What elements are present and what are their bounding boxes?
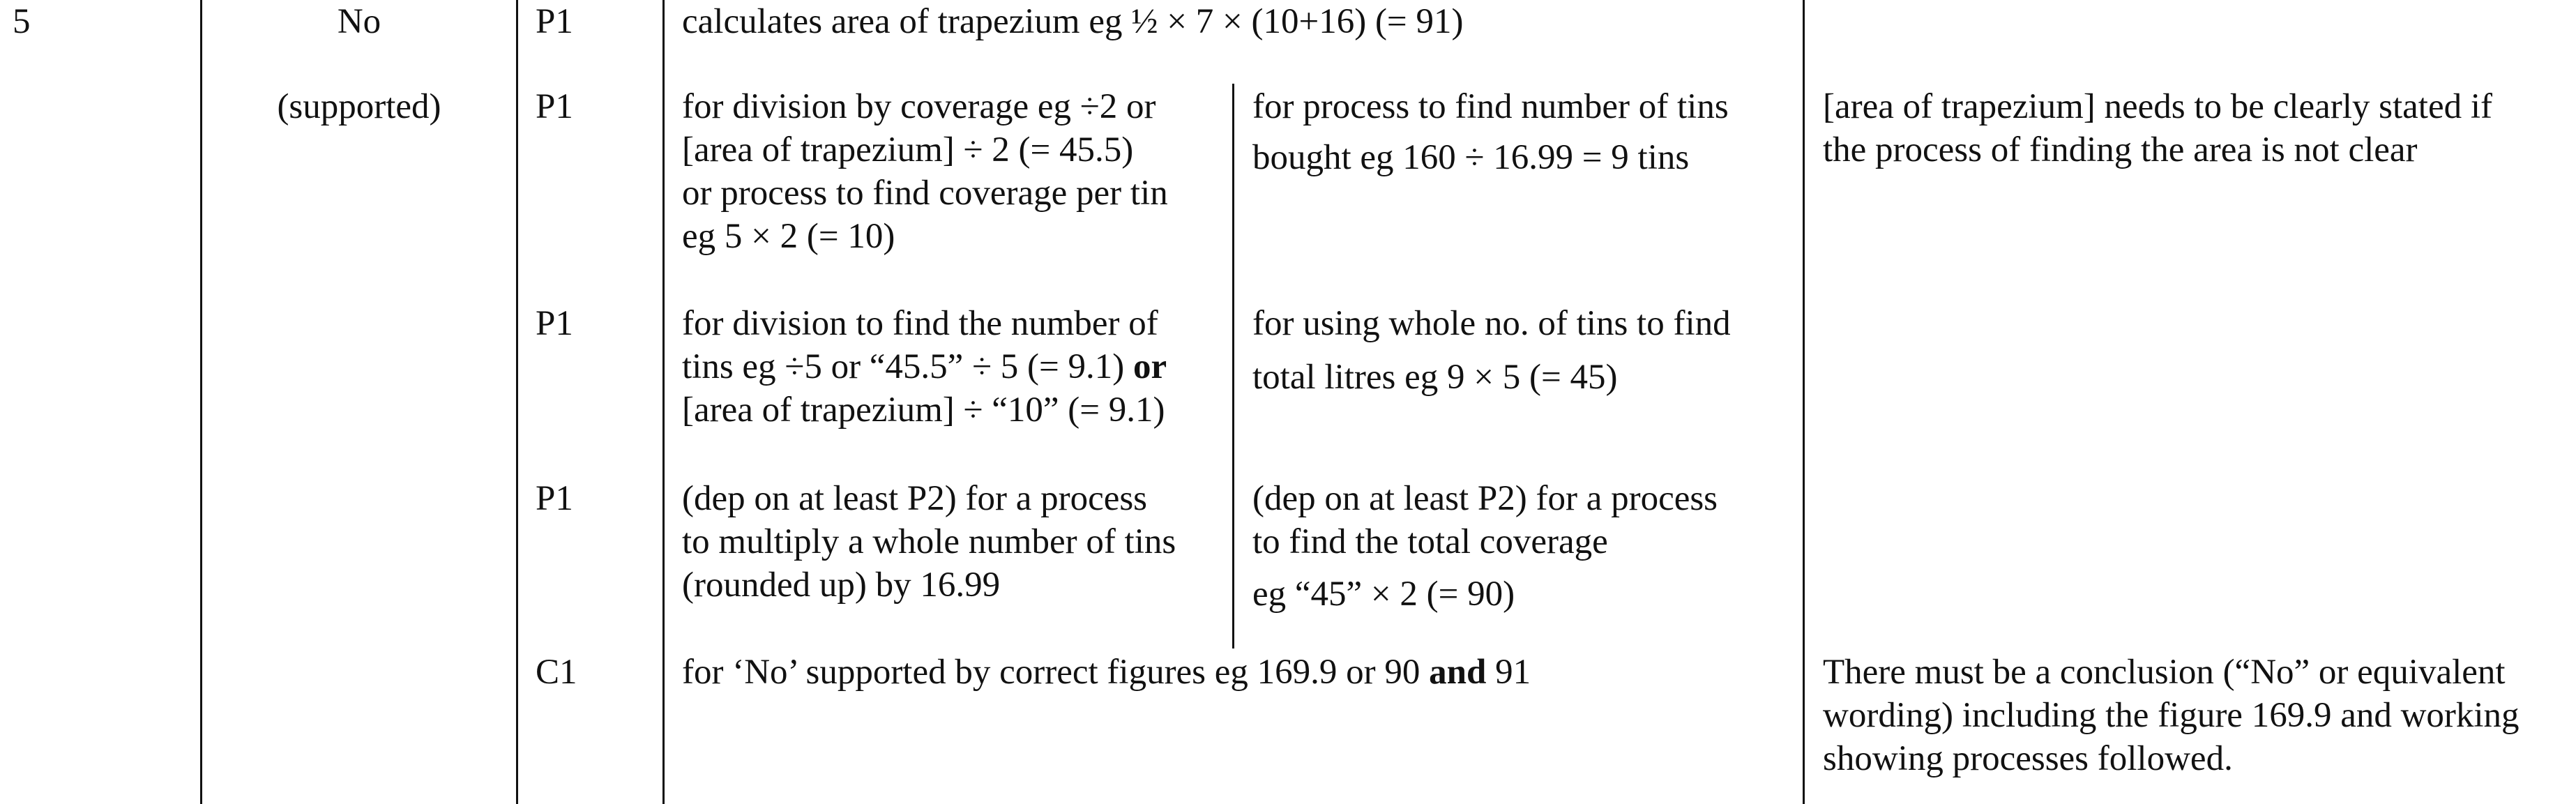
method-right-line: bought eg 160 ÷ 16.99 = 9 tins	[1252, 138, 1690, 177]
method-left-line: for division to find the number of	[682, 304, 1158, 343]
question-number: 5	[13, 2, 31, 41]
method-left-line: eg 5 × 2 (= 10)	[682, 217, 895, 256]
method-left-line: or process to find coverage per tin	[682, 174, 1168, 213]
column-divider-mark	[662, 0, 665, 804]
method-left-line: [area of trapezium] ÷ “10” (= 9.1)	[682, 390, 1165, 430]
method-right-line: total litres eg 9 × 5 (= 45)	[1252, 358, 1618, 397]
method-full: calculates area of trapezium eg ½ × 7 × (10+16) (= 91)	[682, 2, 1464, 41]
method-bold-text: and	[1429, 653, 1487, 692]
method-left-line: for division by coverage eg ÷2 or	[682, 87, 1156, 126]
method-right-line: eg “45” × 2 (= 90)	[1252, 575, 1515, 614]
column-divider-method	[1232, 84, 1234, 648]
method-text: tins eg ÷5 or “45.5” ÷ 5 (= 9.1)	[682, 347, 1134, 386]
guidance-line: There must be a conclusion (“No” or equivalent	[1823, 653, 2506, 692]
method-full	[682, 651, 1531, 695]
method-bold-text: or	[1133, 347, 1167, 386]
method-left-line: [area of trapezium] ÷ 2 (= 45.5)	[682, 130, 1134, 169]
method-left-line: (dep on at least P2) for a process	[682, 479, 1148, 518]
method-left-line	[682, 345, 1167, 389]
guidance-line: the process of finding the area is not clear	[1823, 130, 2418, 169]
guidance-line: [area of trapezium] needs to be clearly stated if	[1823, 87, 2493, 126]
mark-code: P1	[536, 479, 573, 518]
guidance-line: wording) including the figure 169.9 and working	[1823, 696, 2520, 735]
method-text: 91	[1486, 653, 1531, 692]
method-right-line: (dep on at least P2) for a process	[1252, 479, 1718, 518]
mark-code: C1	[536, 653, 577, 692]
answer-note: (supported)	[277, 87, 441, 126]
method-right-line: for using whole no. of tins to find	[1252, 304, 1731, 343]
guidance-line: showing processes followed.	[1823, 739, 2233, 778]
mark-code: P1	[536, 2, 573, 41]
method-right-line: for process to find number of tins	[1252, 87, 1729, 126]
answer-value: No	[337, 2, 381, 41]
column-divider-guidance	[1803, 0, 1805, 804]
method-left-line: to multiply a whole number of tins	[682, 522, 1176, 561]
method-text: for ‘No’ supported by correct figures eg 169.9 or 90	[682, 653, 1430, 692]
mark-code: P1	[536, 87, 573, 126]
method-right-line: to find the total coverage	[1252, 522, 1608, 561]
mark-code: P1	[536, 304, 573, 343]
method-left-line: (rounded up) by 16.99	[682, 566, 1001, 605]
column-divider-answer	[516, 0, 518, 804]
